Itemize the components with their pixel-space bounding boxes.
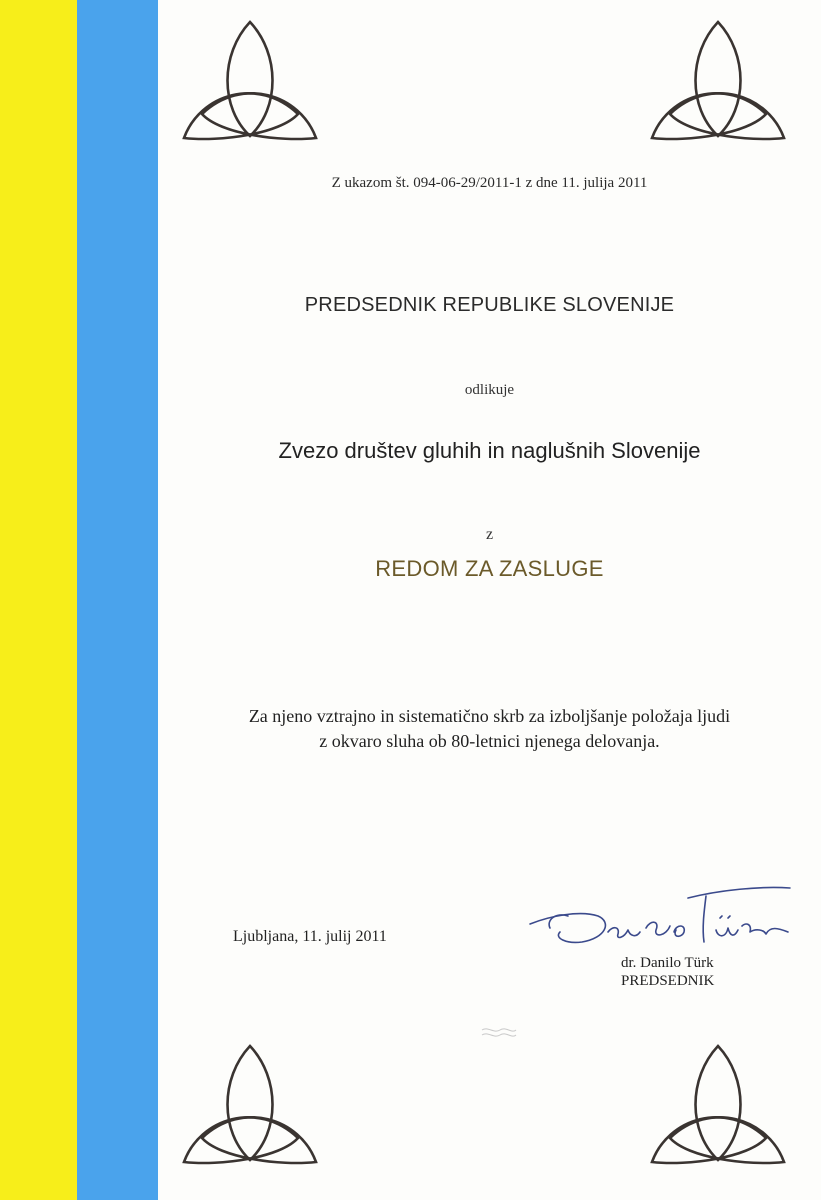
triquetra-icon (180, 1042, 320, 1172)
triquetra-icon (648, 18, 788, 148)
triquetra-loop (696, 1046, 741, 1160)
citation-line-2: z okvaro sluha ob 80-letnici njenega delovanja. (319, 731, 660, 751)
flag-stripe-blue (77, 0, 158, 1200)
embossed-seal-icon (478, 1022, 518, 1042)
preposition: z (485, 526, 494, 543)
triquetra-loop (696, 22, 741, 136)
flag-stripe-yellow (0, 0, 77, 1200)
place-and-date: Ljubljana, 11. julij 2011 (233, 928, 387, 945)
award-verb: odlikuje (464, 382, 515, 398)
triquetra-loop (228, 22, 273, 136)
triquetra-icon (180, 18, 320, 148)
citation-line-1: Za njeno vztrajno in sistematično skrb za izboljšanje položaja ljudi (248, 706, 731, 726)
signer-role: PREDSEDNIK (621, 973, 715, 989)
triquetra-loop (228, 1046, 273, 1160)
award-name: REDOM ZA ZASLUGE (375, 556, 604, 581)
signature (520, 876, 800, 956)
triquetra-icon (648, 1042, 788, 1172)
decree-reference: Z ukazom št. 094-06-29/2011-1 z dne 11. julija 2011 (331, 175, 648, 191)
issuer-title: PREDSEDNIK REPUBLIKE SLOVENIJE (304, 294, 675, 316)
recipient-name: Zvezo društev gluhih in naglušnih Slovenije (278, 438, 701, 463)
signer-name: dr. Danilo Türk (621, 955, 714, 971)
